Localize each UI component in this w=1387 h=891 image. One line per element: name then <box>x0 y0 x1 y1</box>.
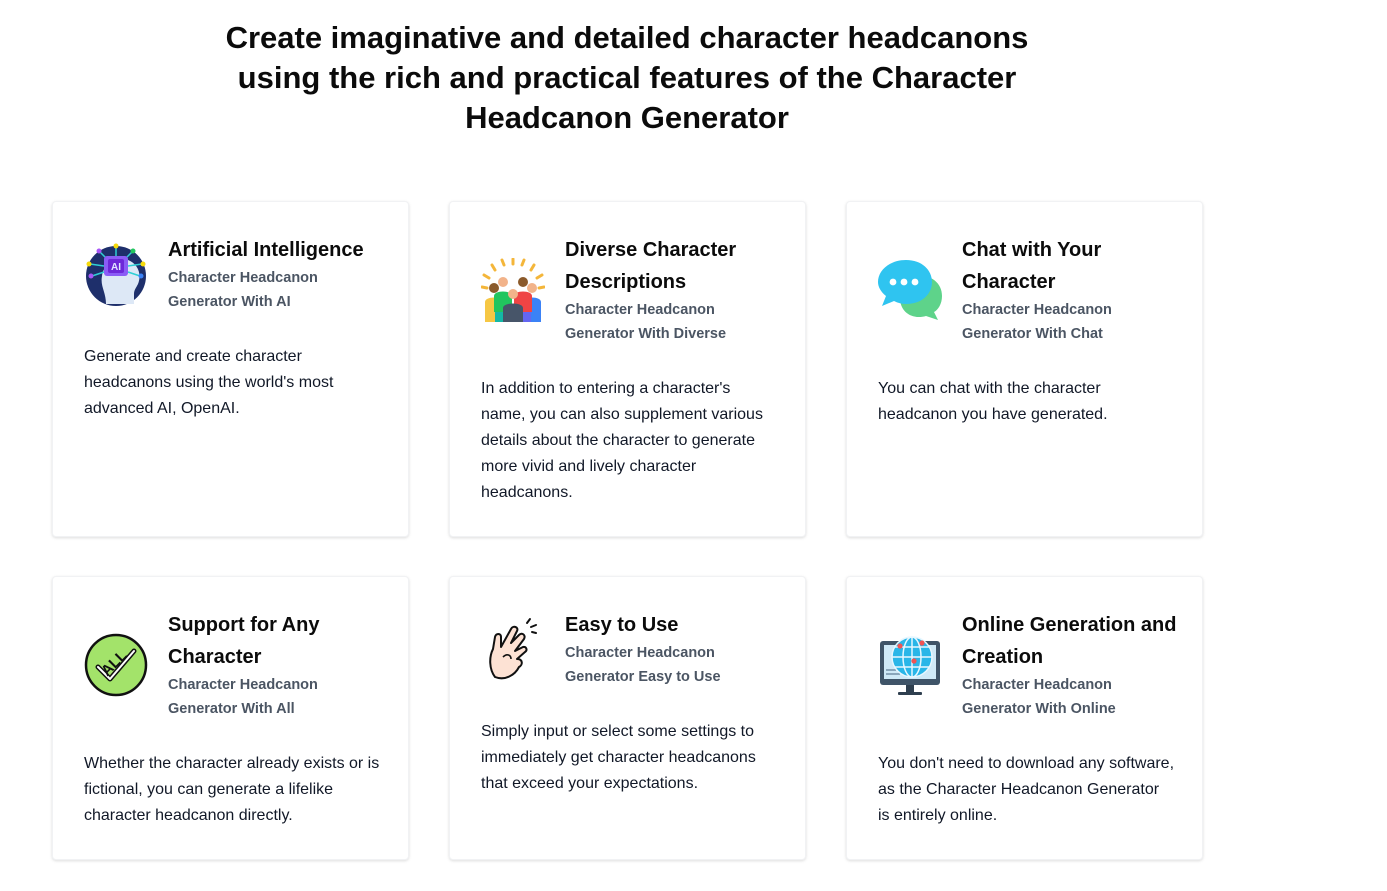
ai-brain-icon <box>84 242 148 306</box>
feature-card-easy-to-use <box>449 576 806 860</box>
card-title: Online Generation and Creation <box>962 614 1177 668</box>
card-title: Chat with Your Character <box>962 239 1102 293</box>
card-description: You don't need to download any software, as the Character Headcanon Generator is entirely online. <box>878 755 1175 824</box>
card-description: Simply input or select some settings to immediately get character headcanons that exceed your expectations. <box>481 723 756 792</box>
card-title: Easy to Use <box>565 614 679 636</box>
card-title: Artificial Intelligence <box>168 239 364 261</box>
feature-card-diverse <box>449 201 806 537</box>
card-subtitle: Character Headcanon Generator With Chat <box>962 302 1112 342</box>
feature-card-any-character <box>52 576 409 860</box>
feature-card-ai <box>52 201 409 537</box>
section-heading: Create imaginative and detailed character headcanons using the rich and practical features of the Character Headcanon Generator <box>225 20 1029 135</box>
card-subtitle: Character Headcanon Generator With AI <box>168 270 318 310</box>
card-subtitle: Character Headcanon Generator With Online <box>962 677 1116 717</box>
feature-card-online <box>846 576 1203 860</box>
svg-text:AI: AI <box>111 262 121 273</box>
feature-card-chat <box>846 201 1203 537</box>
card-subtitle: Character Headcanon Generator Easy to Use <box>565 645 721 685</box>
card-description: Generate and create character headcanons using the world's most advanced AI, OpenAI. <box>84 348 334 417</box>
card-subtitle: Character Headcanon Generator With Diverse <box>565 302 727 342</box>
chat-bubbles-icon <box>878 258 942 322</box>
card-description: In addition to entering a character's name, you can also supplement various details about the character to generate more vivid and lively character headcanons. <box>481 380 763 501</box>
card-subtitle: Character Headcanon Generator With All <box>168 677 318 717</box>
all-check-badge-icon <box>84 633 148 697</box>
card-description: Whether the character already exists or is fictional, you can generate a lifelike character headcanon directly. <box>84 755 380 824</box>
card-title: Diverse Character Descriptions <box>565 239 737 293</box>
card-description: You can chat with the character headcanon you have generated. <box>878 380 1108 423</box>
globe-monitor-icon <box>878 633 942 697</box>
people-group-icon <box>481 258 545 322</box>
finger-snap-icon <box>481 617 545 681</box>
card-title: Support for Any Character <box>168 614 320 668</box>
svg-text:ALL: ALL <box>97 646 131 680</box>
